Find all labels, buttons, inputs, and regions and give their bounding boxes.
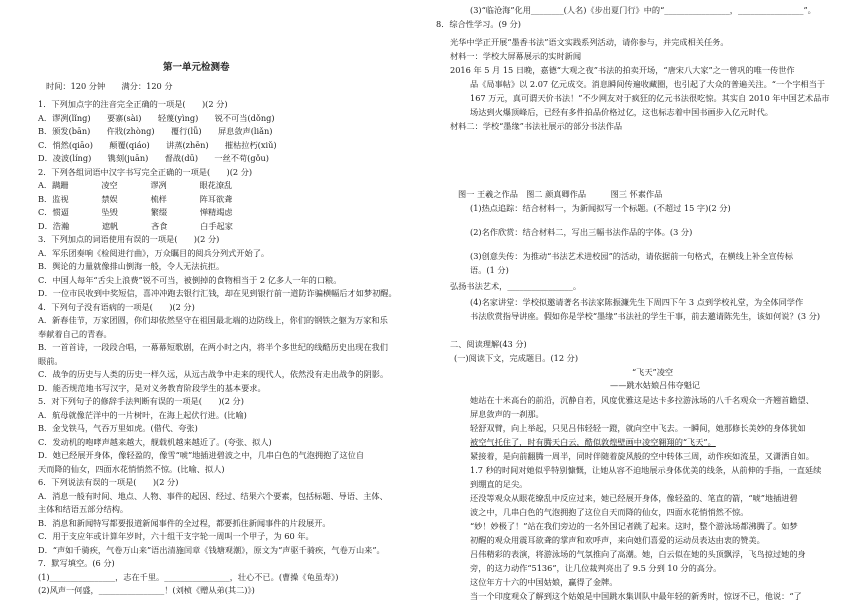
right-text-line: (4)名家讲堂：学校拟邀请著名书法家陈振濂先生下周四下午 3 点到学校礼堂，为全体同学作 [470,297,804,307]
left-text-line: C．发动机的咆哮声越来越大，舰载机越来越近了。(夸张、拟人) [38,436,272,447]
right-text-line: “妙！妙极了！”站在我们旁边的一名外国记者跳了起来。这时，整个游泳场都沸腾了。如梦 [470,521,798,531]
right-page [432,0,860,608]
left-text-line: 1．下列加点字的注音完全正确的一项是( )(2 分) [38,99,228,109]
left-text-line: B．消息和新闻特写都要报道新闻事件的全过程，都要抓住新闻事件的片段展开。 [38,517,331,528]
right-text-line: 图一 王羲之作品 图二 颜真卿作品 图三 怀素作品 [458,189,663,199]
left-text-line: (1)________________，志在千里。________________，壮心不已。(曹操《龟虽寿》) [38,571,339,582]
right-text-line: 8．综合性学习。(9 分) [436,19,521,29]
page-title: 第一单元检测卷 [163,62,230,73]
left-text-line: D．“声如千骑疾，气卷万山来”语出清施闰章《钱塘观潮》，原文为“声驱千骑疾，气卷万山来”。 [38,544,385,555]
right-text-line: 波之中，几串白色的气泡拥抱了这位自天而降的仙女，四面水花悄悄然不惊。 [470,507,749,517]
left-text-line: 6．下列说法有误的一项是( )(2 分) [38,477,179,487]
right-text-line: 被空气托住了，时有腾天白云，酷似敦煌壁画中凌空翱翔的“飞天”。 [470,437,716,447]
right-text-line: 167 万元，真可谓天价书法！”不少网友对于疯狂的亿元书法很吃惊。其实自 2010 年中国艺术品市 [470,93,830,103]
right-text-line: ——跳水姑娘吕伟夺魁记 [610,380,701,390]
right-text-line: (3)“临沧海”化用________(人名)《步出夏门行》中的“________________，________________”。 [470,5,816,15]
right-text-line: 2016 年 5 月 15 日晚，嘉德“大观之夜”书法的拍卖开场，“唐宋八大家”之一曾巩的唯一传世作 [450,65,795,75]
right-text-line: 这位年方十六的中国姑娘，赢得了金牌。 [470,577,618,587]
left-text-line: 眼前。 [38,355,63,366]
right-text-line: 二、阅读理解(43 分) [450,339,527,349]
right-text-line: 旁，的这力动作“5136”，让几位裁判亮出了 9.5 分到 10 分的高分。 [470,563,722,573]
left-text-line: A．蹒跚 凌空 谬冽 眼花潦乱 [38,180,233,190]
right-text-line: 弘扬书法艺术，________________。 [450,281,582,291]
left-text-line: B．一首首诗，一段段合唱，一幕幕短歌剧，在两小时之内，将半个多世纪的线酷历史出现在我们 [38,342,388,352]
right-text-line: 场达到火爆顶峰后，已经有多件拍品价格过亿，这也标志着中国书画步入亿元时代。 [470,107,773,117]
right-text-line: 当一个印度观众了解到这个姑娘是中国跳水集训队中最年轻的新秀时，惊讶不已，他说：“了 [470,591,802,601]
left-text-line: 5．对下列句子的修辞手法判断有误的一项是( )(2 分) [38,396,244,406]
right-text-line: 轻舒双臂，向上举起，只见吕伟轻轻一蹬，就向空中飞去。一瞬间，她那修长美妙的身体犹如 [470,423,806,433]
left-text-line: 2．下列各组词语中汉字书写完全正确的一项是( )(2 分) [38,166,253,177]
right-text-line: 语。(1 分) [470,265,509,275]
right-text-line: 材料一：学校大屏幕展示的实时新闻 [450,51,582,61]
left-text-line: B．监视 禁娱 梳样 阵耳欲聋 [38,193,233,204]
left-text-line: D．一位市民收到中奖短信，喜冲冲跑去银行汇钱，却在见到银行前一道防诈骗横幅后才如梦初醒。 [38,288,397,298]
right-text-line: (1)热点追踪：结合材料一，为新闻拟写一个标题。(不超过 15 字)(2 分) [470,203,731,213]
left-text-line: C．惯逼 坠毁 繁缀 惮精竭虑 [38,207,233,217]
left-text-line: C．中国人每年“舌尖上浪费”锐不可当，被倒掉的食物相当于 2 亿多人一年的口粮。 [38,274,342,285]
right-text-line: 初醒的观众用震耳欲聋的掌声和欢呼声，来向她们喜爱的运动员表达由衷的赞美。 [470,535,765,545]
left-text-line: D．凌波(líng) 镌刻(juān) 督战(dū) 一丝不苟(gǒu) [38,153,269,163]
left-text-line: 4．下列句子没有语病的一项是( )(2 分) [38,301,195,312]
left-text-line: B．金戈铁马，气吞万里如虎。(借代、夸张) [38,423,198,433]
right-text-line: “飞天”凌空 [632,367,674,377]
left-text-line: B．颁发(bān) 仵戕(zhòng) 覆行(lǚ) 屏息敛声(liǎn) [38,126,273,136]
right-text-line: 品《局事帖》以 2.07 亿元成交。消息瞬间传遍收藏圈，也引起了大众的普遍关注。“一个字相当于 [470,79,826,89]
left-text-line: C．悄然(qiāo) 颠覆(qiáo) 讲蒸(zhēn) 摧枯拉朽(xiǔ) [38,139,277,150]
left-text-line: A．新春佳节，万家团圆，你们却依然坚守在祖国最北端的边防线上，你们的钢铁之躯为万家和乐 [38,315,388,325]
right-text-line: 吕伟精彩的表演，将游泳场的气氛推向了高潮。她，白云似在她的头顶飘浮，飞鸟掠过她的身 [470,549,806,559]
left-text-line: (2)风声一何盛，________________！(刘桢《赠从弟(其二)》) [38,585,255,595]
left-text-line: A．谬冽(lǐng) 要寨(sài) 轻蔑(yìng) 锐不可当(dǒng) [38,112,275,123]
left-text-line: D．浩瀚 遮帆 吝食 白手起家 [38,220,233,231]
right-text-line: 光华中学正开展“墨香书法”语文实践系列活动，请你参与，并完成相关任务。 [450,37,729,47]
right-text-line: 她站在十米高台的前沿，沉静自若，风度优雅这是达卡多拉游泳场的八千名观众一齐翘首瞻望、 [470,395,814,405]
right-text-line: (3)创意失传：为推动“书法艺术进校园”的活动，请依据前一句格式，在横线上补全宣传标 [470,251,793,261]
left-text-line: A．军乐团奏响《检阅进行曲》，万众瞩目的阅兵分列式开始了。 [38,247,270,258]
left-text-line: A．消息一般有时间、地点、人物、事件的起因、经过、结果六个要素，包括标题、导语、主体、 [38,490,388,501]
right-text-line: (2)名作欣赏：结合材料二，写出三幅书法作品的字体。(3 分) [470,227,693,237]
left-text-line: C．战争的历史与人类的历史一样久远，从远古战争中走来的现代人，依然没有走出战争的阴影。 [38,369,389,379]
right-text-line: 书法欣赏指导讲座。假如你是学校“墨缘”书法社的学生干事，前去邀请陈先生，该如何说？(3 分) [470,311,821,321]
left-text-line: 7．默写填空。(6 分) [38,558,115,568]
left-text-line: 天而降的仙女，四面水花悄悄然不惊。(比喻、拟人) [38,463,225,474]
left-text-line: C．用于支应年或计算年岁时，六十组干支字轮一周叫一个甲子，为 60 年。 [38,531,314,541]
left-text-line: D．能否规范地书写汉字，是对义务教育阶段学生的基本要求。 [38,382,266,393]
left-text-line: D．她已经展开身体，像轻盈的，像雪“唬”地插进碧波之中，几串白色的气泡拥抱了这位自 [38,450,365,460]
right-text-line: 紧接着，是向前翻腾一周半，同时伴随着旋风般的空中转体三周，动作疾如流星，又潇洒自如。 [470,451,814,461]
left-text-line: A．航母就像茫洋中的一片树叶，在海上起伏行进。(比喻) [38,409,247,420]
right-text-line: 屏息敛声的一刹那。 [470,409,544,419]
left-text-line: B．舆论的力量就像排山倒海一般，令人无法抗拒。 [38,261,225,271]
right-text-line: 材料二：学校“墨缘”书法社展示的部分书法作品 [450,121,623,131]
exam-meta: 时间：120 分钟 满分：120 分 [46,81,173,91]
right-text-line: 到绷直的足尖。 [470,479,528,489]
left-text-line: 3．下列加点的词语使用有误的一项是( )(2 分) [38,234,220,244]
right-text-line: (一)阅读下文，完成题目。(12 分) [454,353,579,363]
right-text-line: 1.7 秒的时间对她似乎特别慷慨，让她从容不迫地展示身体优美的线条，从前伸的手指，一直延续 [470,465,822,475]
left-text-line: 主体和结语五部分结构。 [38,504,129,514]
left-text-line: 奉献着自己的青春。 [38,328,112,339]
right-text-line: 还没等观众从眼花缭乱中反应过来，她已经展开身体，像轻盈的、笔直的箭，“唬”地插进碧 [470,493,798,503]
